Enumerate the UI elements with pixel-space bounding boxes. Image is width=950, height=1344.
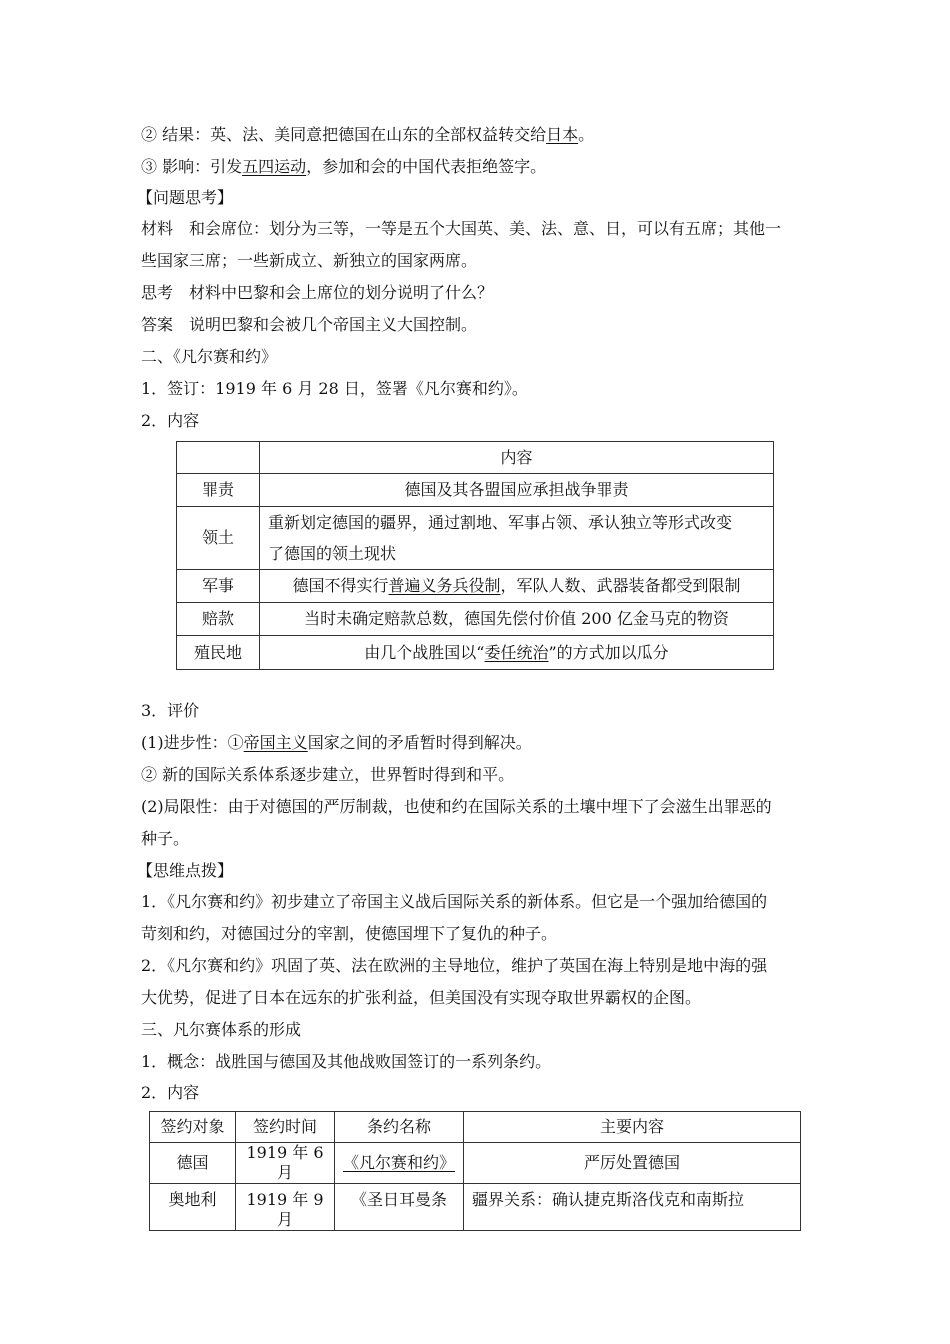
paragraph-limitation: (2)局限性：由于对德国的严厉制裁，也使和约在国际关系的土壤中埋下了会滋生出罪恶的 [141,797,772,816]
underlined-term: 五四运动 [242,157,307,176]
paragraph-content-label: 2．内容 [141,411,200,430]
text: 。 [578,125,595,144]
heading-versailles-treaty: 二、《凡尔赛和约》 [141,347,278,366]
table-cell: 军事 [177,570,260,603]
text: ，军队人数、武器装备都受到限制 [500,576,741,595]
table-cell: 1919 年 9 月 [236,1184,335,1231]
table-cell: 1919 年 6 月 [236,1143,335,1184]
underlined-term: 委任统治 [484,642,549,662]
table-header-cell: 主要内容 [464,1112,801,1143]
paragraph-point-2: 2．《凡尔赛和约》巩固了英、法在欧洲的主导地位，维护了英国在海上特别是地中海的强 [141,956,768,975]
paragraph-content-label-2: 2．内容 [141,1083,200,1102]
table-cell: 《圣日耳曼条 [335,1184,464,1231]
section-label-question: 【问题思考】 [137,188,234,207]
table-header-cell: 签约对象 [150,1112,236,1143]
paragraph-material: 材料 和会席位：划分为三等，一等是五个大国英、美、法、意、日，可以有五席；其他一 [141,219,782,238]
text: 德国不得实行 [292,576,389,595]
table-row [150,1143,801,1184]
table-row [177,507,774,570]
table-header-cell: 签约时间 [236,1112,335,1143]
table-cell: 殖民地 [177,636,260,670]
paragraph-progress [141,733,532,753]
text: (1)进步性：① [141,733,244,752]
paragraph-concept: 1．概念：战胜国与德国及其他战败国签订的一系列条约。 [141,1052,552,1071]
paragraph-signing: 1．签订：1919 年 6 月 28 日，签署《凡尔赛和约》。 [141,379,528,398]
text: ”的方式加以瓜分 [548,642,669,662]
paragraph-answer: 答案 说明巴黎和会被几个帝国主义大国控制。 [141,315,478,334]
table-cell [260,570,774,603]
table-cell: 严厉处置德国 [464,1143,801,1184]
table-header-cell [177,442,260,474]
text: 国家之间的矛盾暂时得到解决。 [307,733,532,752]
table-cell: 德国及其各盟国应承担战争罪责 [260,474,774,507]
table-row [150,1112,801,1143]
table-row [177,570,774,603]
table-row [177,442,774,474]
treaty-system-table [149,1111,801,1231]
underlined-term: 日本 [546,125,579,144]
table-cell [260,507,774,570]
table-cell: 德国 [150,1143,236,1184]
table-row [177,603,774,636]
table-cell: 当时未确定赔款总数，德国先偿付价值 200 亿金马克的物资 [260,603,774,636]
text: ③ 影响：引发 [141,157,243,176]
section-label-thinking: 【思维点拨】 [137,861,234,880]
table-row [177,636,774,670]
paragraph-point-1-cont: 苛刻和约，对德国过分的宰割，使德国埋下了复仇的种子。 [141,924,558,943]
heading-versailles-system: 三、凡尔赛体系的形成 [141,1020,302,1039]
treaty-content-table [176,441,774,670]
table-row [177,474,774,507]
paragraph-material-cont: 些国家三席；一些新成立、新独立的国家两席。 [141,251,478,270]
paragraph-limitation-cont: 种子。 [141,829,190,848]
paragraph-point-1: 1．《凡尔赛和约》初步建立了帝国主义战后国际关系的新体系。但它是一个强加给德国的 [141,892,768,911]
text: 了德国的领土现状 [268,544,397,563]
table-row [150,1184,801,1231]
paragraph-impact [141,157,546,177]
text: 由几个战胜国以“ [364,642,485,662]
paragraph-new-system: ② 新的国际关系体系逐步建立，世界暂时得到和平。 [141,765,515,784]
paragraph-point-2-cont: 大优势，促进了日本在远东的扩张利益，但美国没有实现夺取世界霸权的企图。 [141,988,702,1007]
table-cell: 罪责 [177,474,260,507]
text: 重新划定德国的疆界，通过割地、军事占领、承认独立等形式改变 [268,513,733,532]
paragraph-evaluation-label: 3．评价 [141,701,200,720]
table-header-cell: 内容 [260,442,774,474]
table-cell: 奥地利 [150,1184,236,1231]
paragraph-result [141,125,594,145]
table-cell: 领土 [177,507,260,570]
underlined-term: 帝国主义 [243,733,308,752]
table-cell: 赔款 [177,603,260,636]
table-cell: 《凡尔赛和约》 [335,1143,464,1184]
underlined-term: 普遍义务兵役制 [388,576,501,595]
paragraph-think: 思考 材料中巴黎和会上席位的划分说明了什么？ [141,283,494,302]
text: ② 结果：英、法、美同意把德国在山东的全部权益转交给 [141,125,547,144]
table-header-cell: 条约名称 [335,1112,464,1143]
table-cell: 疆界关系：确认捷克斯洛伐克和南斯拉 [464,1184,801,1231]
text: ，参加和会的中国代表拒绝签字。 [306,157,547,176]
table-cell [260,636,774,670]
